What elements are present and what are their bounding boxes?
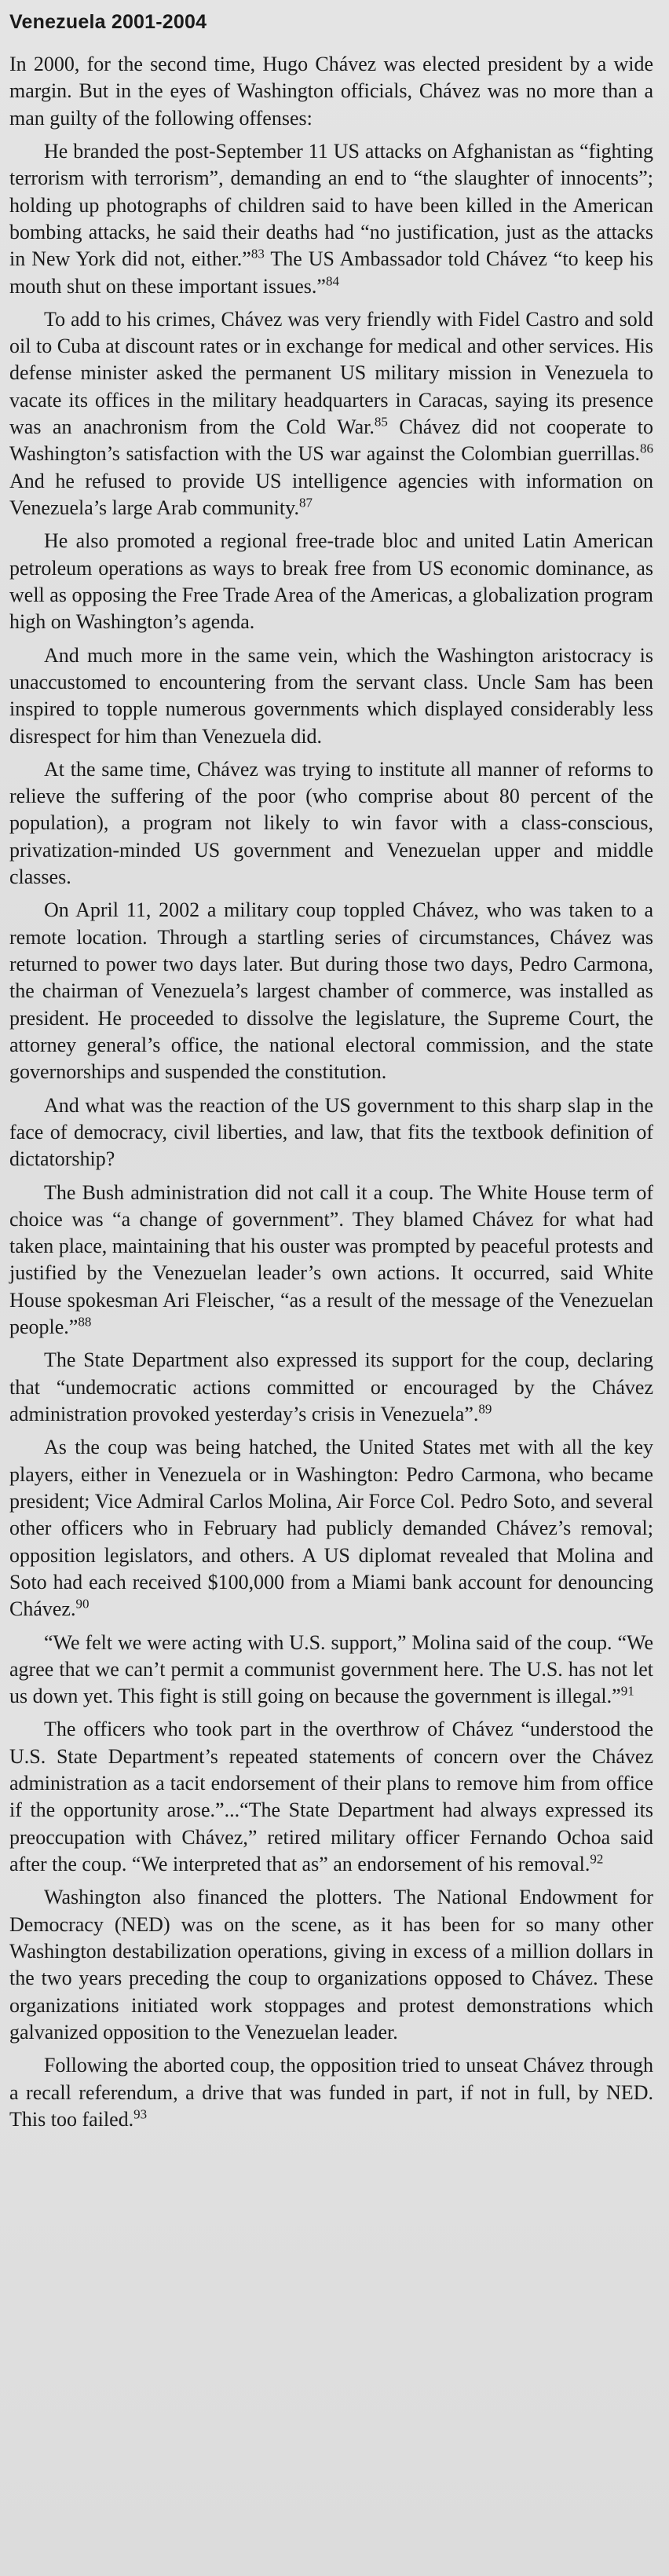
paragraph-text: And much more in the same vein, which the Washington aristocracy is unaccustomed to encountering from the servant class. Uncle Sam has been inspired to topple numerous governments which displayed considerably less disrespect for him than Venezuela did. <box>9 643 653 748</box>
paragraph <box>9 306 653 522</box>
footnote-reference: 89 <box>478 1401 492 1417</box>
paragraph <box>9 642 653 750</box>
paragraph-text: The officers who took part in the overthrow of Chávez “understood the U.S. State Department’s repeated statements of concern over the Chávez administration as a tacit endorsement of their plans to remove him from office if the opportunity arose.”...“The State Department had always expressed its preoccupation with Chávez,” retired military officer Fernando Ochoa said after the coup. “We interpreted that as” an endorsement of his removal. <box>9 1718 653 1875</box>
paragraph <box>9 2052 653 2133</box>
paragraph-text: And what was the reaction of the US government to this sharp slap in the face of democracy, civil liberties, and law, that fits the textbook definition of dictatorship? <box>9 1093 653 1171</box>
paragraph-text: He also promoted a regional free-trade bloc and united Latin American petroleum operations as ways to break free from US economic dominance, as well as opposing the Free Trade Area of the Americas, a globalization program high on Washington’s agenda. <box>9 529 653 634</box>
footnote-reference: 85 <box>374 414 388 430</box>
paragraph <box>9 897 653 1085</box>
paragraph <box>9 528 653 635</box>
paragraph <box>9 138 653 300</box>
paragraph <box>9 1347 653 1428</box>
paragraph-text: Chávez did not cooperate to Washington’s satisfaction with the US war against the Colombian guerrillas. <box>9 415 653 466</box>
paragraph <box>9 1630 653 1711</box>
paragraph-text: At the same time, Chávez was trying to institute all manner of reforms to relieve the suffering of the poor (who comprise about 80 percent of the population), a program not likely to win favor with a class-conscious, privatization-minded US government and Venezuelan upper and middle classes. <box>9 757 653 889</box>
footnote-reference: 83 <box>250 246 265 262</box>
paragraph-text: Washington also financed the plotters. The National Endowment for Democracy (NED) was on the scene, as it has been for so many other Washington destabilization operations, giving in excess of a million dollars in the two years preceding the coup to organizations opposed to Chávez. These organizations initiated work stoppages and protest demonstrations which galvanized opposition to the Venezuelan leader. <box>9 1886 653 2044</box>
footnote-reference: 93 <box>133 2106 148 2122</box>
paragraph-text: To add to his crimes, Chávez was very friendly with Fidel Castro and sold oil to Cuba at discount rates or in exchange for medical and other services. His defense minister asked the permanent US military mission in Venezuela to vacate its offices in the military headquarters in Caracas, saying its presence was an anachronism from the Cold War. <box>9 307 653 439</box>
paragraph-text: Following the aborted coup, the opposition tried to unseat Chávez through a recall referendum, a drive that was funded in part, if not in full, by NED. This too failed. <box>9 2054 653 2131</box>
paragraph <box>9 1180 653 1341</box>
paragraph <box>9 1434 653 1623</box>
footnote-reference: 87 <box>298 495 313 510</box>
paragraph-text: In 2000, for the second time, Hugo Chávez was elected president by a wide margin. But in the eyes of Washington officials, Chávez was no more than a man guilty of the following offenses: <box>9 53 653 130</box>
footnote-reference: 84 <box>325 273 339 288</box>
paragraph-text: On April 11, 2002 a military coup toppled Chávez, who was taken to a remote location. Through a startling series of circumstances, Chávez was returned to power two days later. But during those two days, Pedro Carmona, the chairman of Venezuela’s largest chamber of commerce, was installed as president. He proceeded to dissolve the legislature, the Supreme Court, the attorney general’s office, the national electoral commission, and the state governorships and suspended the constitution. <box>9 898 653 1084</box>
footnote-reference: 88 <box>78 1314 92 1330</box>
paragraph-text: The US Ambassador told Chávez “to keep his mouth shut on these important issues.” <box>9 247 653 298</box>
paragraph <box>9 1884 653 2046</box>
paragraph-text: He branded the post-September 11 US attacks on Afghanistan as “fighting terrorism with terrorism”, demanding an end to “the slaughter of innocents”; holding up photographs of children said to have been killed in the American bombing attacks, he said their deaths had “no justification, just as the attacks in New York did not, either.” <box>9 139 653 271</box>
footnote-reference: 90 <box>75 1596 90 1612</box>
paragraph-text: As the coup was being hatched, the United States met with all the key players, either in Venezuela or in Washington: Pedro Carmona, who became president; Vice Admiral Carlos Molina, Air Force Col. Pedro Soto, and several other officers who in February had publicly demanded Chávez’s removal; opposition legislators, and others. A US diplomat revealed that Molina and Soto had each received $100,000 from a Miami bank account for denouncing Chávez. <box>9 1436 653 1621</box>
page-title: Venezuela 2001-2004 <box>9 11 207 33</box>
footnote-reference: 91 <box>620 1683 634 1699</box>
paragraph <box>9 51 653 132</box>
paragraph <box>9 1716 653 1878</box>
paragraph-text: The State Department also expressed its support for the coup, declaring that “undemocratic actions committed or encouraged by the Chávez administration provoked yesterday’s crisis in Venezuela”. <box>9 1348 653 1425</box>
paragraph-text: And he refused to provide US intelligence agencies with information on Venezuela’s large Arab community. <box>9 469 653 519</box>
paragraph-text: The Bush administration did not call it a coup. The White House term of choice was “a change of government”. They blamed Chávez for what had taken place, maintaining that his ouster was prompted by peaceful protests and justified by the Venezuelan leader’s own actions. It occurred, said White House spokesman Ari Fleischer, “as a result of the message of the Venezuelan people.” <box>9 1180 653 1339</box>
paragraph-text: “We felt we were acting with U.S. support,” Molina said of the coup. “We agree that we can’t permit a communist government here. The U.S. has not let us down yet. This fight is still going on because the government is illegal.” <box>9 1630 653 1708</box>
paragraph <box>9 1092 653 1173</box>
footnote-reference: 86 <box>640 441 653 456</box>
footnote-reference: 92 <box>590 1851 604 1867</box>
document-body <box>9 51 653 2133</box>
paragraph <box>9 756 653 891</box>
